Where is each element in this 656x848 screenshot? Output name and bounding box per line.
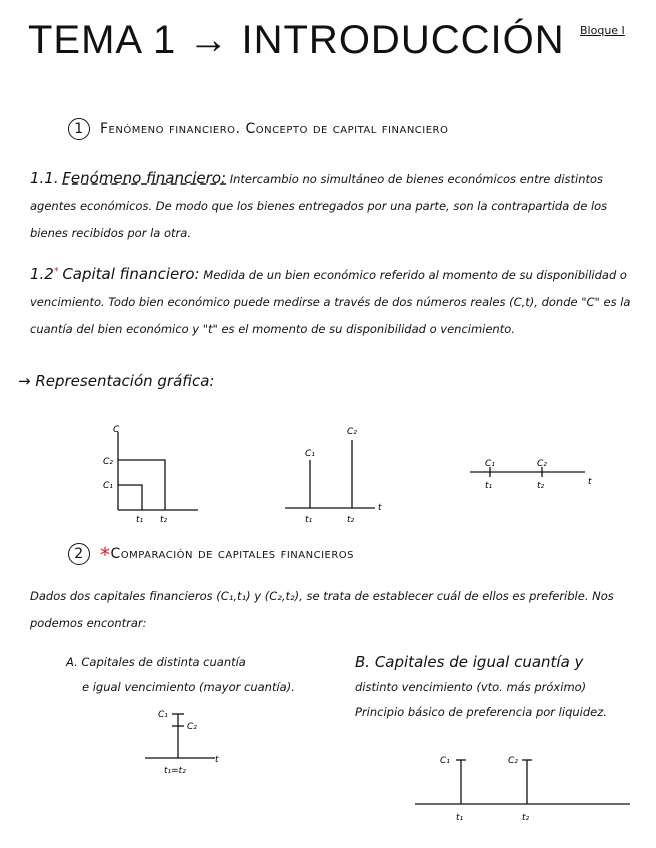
axis-t: t xyxy=(215,755,219,765)
asterisk-mark: * xyxy=(100,543,111,567)
label-c1: C₁ xyxy=(158,710,168,720)
label-c2: C₂ xyxy=(187,722,197,732)
term: Fenómeno financiero: xyxy=(62,169,227,187)
block-label: Bloque I xyxy=(580,24,625,37)
case-b-line: Principio básico de preferencia por liquidez. xyxy=(355,705,607,719)
case-a xyxy=(66,650,295,700)
item-number: 1.2 xyxy=(30,264,54,283)
section2-title: Comparación de capitales financieros xyxy=(110,546,354,562)
axis-c: C xyxy=(113,425,120,435)
label-t2: t₂ xyxy=(522,813,530,823)
label-t2: t₂ xyxy=(347,515,355,525)
page-title: TEMA 1 → INTRODUCCIÓN xyxy=(28,18,565,62)
representation-label: → Representación gráfica: xyxy=(18,372,215,390)
case-a-line: A. Capitales de distinta cuantía xyxy=(66,655,246,669)
label-t1-eq-t2: t₁=t₂ xyxy=(164,766,186,776)
section1-title: Fenómeno financiero. Concepto de capital financiero xyxy=(100,121,449,137)
label-c1: C₁ xyxy=(305,449,315,459)
label-t2: t₂ xyxy=(160,515,168,525)
case-b-line: distinto vencimiento (vto. más próximo) xyxy=(355,680,587,694)
section-number: 2 xyxy=(68,543,90,565)
label-c2: C₂ xyxy=(347,427,357,437)
definition-text: Intercambio no simultáneo de bienes económicos entre distintos agentes económicos. De modo que los bienes entregados por una parte, son la contrapartida de los bienes recibidos por la otra. xyxy=(30,172,608,240)
label-c2: C₂ xyxy=(508,756,518,766)
section-number: 1 xyxy=(68,118,90,140)
term: Capital financiero: xyxy=(62,264,200,283)
label-t1: t₁ xyxy=(485,481,493,491)
label-c1: C₁ xyxy=(440,756,450,766)
definition-text: Medida de un bien económico referido al momento de su disponibilidad o vencimiento. Todo bien económico puede medirse a través de dos números reales (C,t), donde "C" es la cuantía del bien económico y "t" es el momento de su disponibilidad o vencimiento. xyxy=(30,267,631,336)
graphs-comparison xyxy=(0,700,656,840)
label-c1: C₁ xyxy=(103,481,113,491)
case-b-line: B. Capitales de igual cuantía y xyxy=(355,653,584,671)
item-number: 1.1. xyxy=(30,169,59,187)
label-c2: C₂ xyxy=(103,457,113,467)
axis-t: t xyxy=(378,503,382,513)
label-t2: t₂ xyxy=(537,481,545,491)
case-a-line: e igual vencimiento (mayor cuantía). xyxy=(82,680,295,694)
asterisk-mark: * xyxy=(53,266,59,277)
label-t1: t₁ xyxy=(305,515,313,525)
label-t1: t₁ xyxy=(456,813,464,823)
graphs-representation xyxy=(0,410,656,530)
section2-intro: Dados dos capitales financieros (C₁,t₁) y (C₂,t₂), se trata de establecer cuál de ellos es preferible. Nos podemos encontrar: xyxy=(30,589,614,630)
section2-heading xyxy=(68,543,354,567)
label-c2: C₂ xyxy=(537,459,547,469)
section1-heading xyxy=(68,118,448,140)
axis-t: t xyxy=(588,477,592,487)
label-t1: t₁ xyxy=(136,515,144,525)
definition-1-2 xyxy=(30,258,640,343)
label-c1: C₁ xyxy=(485,459,495,469)
definition-1-1 xyxy=(30,165,640,247)
